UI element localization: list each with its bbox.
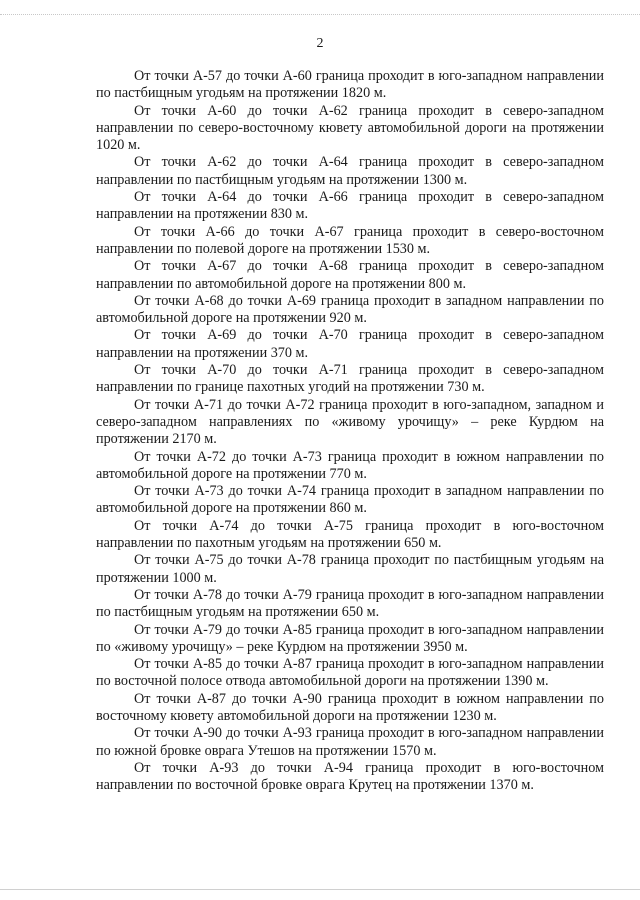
paragraph: От точки А-72 до точки А-73 граница проходит в южном направлении по автомобильной дороге на протяжении 770 м. xyxy=(96,448,604,482)
paragraph: От точки А-69 до точки А-70 граница проходит в северо-западном направлении на протяжении 370 м. xyxy=(96,327,604,361)
document-body xyxy=(96,68,604,794)
paragraph: От точки А-93 до точки А-94 граница проходит в юго-восточном направлении по восточной бровке оврага Крутец на протяжении 1370 м. xyxy=(96,759,604,794)
paragraph: От точки А-67 до точки А-68 граница проходит в северо-западном направлении по автомобильной дороге на протяжении 800 м. xyxy=(96,258,604,292)
scan-edge-mark xyxy=(0,14,640,15)
paragraph: От точки А-74 до точки А-75 граница проходит в юго-восточном направлении по пахотным угодьям на протяжении 650 м. xyxy=(96,517,604,552)
paragraph: От точки А-73 до точки А-74 граница проходит в западном направлении по автомобильной дороге на протяжении 860 м. xyxy=(96,483,604,517)
paragraph: От точки А-87 до точки А-90 граница проходит в южном направлении по восточному кювету автомобильной дороги на протяжении 1230 м. xyxy=(96,690,604,724)
paragraph: От точки А-85 до точки А-87 граница проходит в юго-западном направлении по восточной полосе отвода автомобильной дороги на протяжении 1390 м. xyxy=(96,656,604,690)
paragraph: От точки А-79 до точки А-85 граница проходит в юго-западном направлении по «живому урочищу» – реке Курдюм на протяжении 3950 м. xyxy=(96,621,604,655)
paragraph: От точки А-62 до точки А-64 граница проходит в северо-западном направлении по пастбищным угодьям на протяжении 1300 м. xyxy=(96,154,604,188)
paragraph: От точки А-71 до точки А-72 граница проходит в юго-западном, западном и северо-западном направлениях по «живому урочищу» – реке Курдюм на протяжении 2170 м. xyxy=(96,396,604,448)
paragraph: От точки А-68 до точки А-69 граница проходит в западном направлении по автомобильной дороге на протяжении 920 м. xyxy=(96,292,604,327)
paragraph: От точки А-75 до точки А-78 граница проходит по пастбищным угодьям на протяжении 1000 м. xyxy=(96,552,604,586)
paragraph: От точки А-57 до точки А-60 граница проходит в юго-западном направлении по пастбищным угодьям на протяжении 1820 м. xyxy=(96,68,604,102)
page-number: 2 xyxy=(316,36,324,51)
paragraph: От точки А-78 до точки А-79 граница проходит в юго-западном направлении по пастбищным угодьям на протяжении 650 м. xyxy=(96,586,604,621)
paragraph: От точки А-60 до точки А-62 граница проходит в северо-западном направлении по северо-восточному кювету автомобильной дороги на протяжении 1020 м. xyxy=(96,102,604,154)
scan-bottom-edge xyxy=(0,889,640,890)
paragraph: От точки А-90 до точки А-93 граница проходит в юго-западном направлении по южной бровке оврага Утешов на протяжении 1570 м. xyxy=(96,725,604,759)
paragraph: От точки А-64 до точки А-66 граница проходит в северо-западном направлении на протяжении 830 м. xyxy=(96,189,604,223)
paragraph: От точки А-70 до точки А-71 граница проходит в северо-западном направлении по границе пахотных угодий на протяжении 730 м. xyxy=(96,362,604,396)
paragraph: От точки А-66 до точки А-67 граница проходит в северо-восточном направлении по полевой дороге на протяжении 1530 м. xyxy=(96,223,604,257)
